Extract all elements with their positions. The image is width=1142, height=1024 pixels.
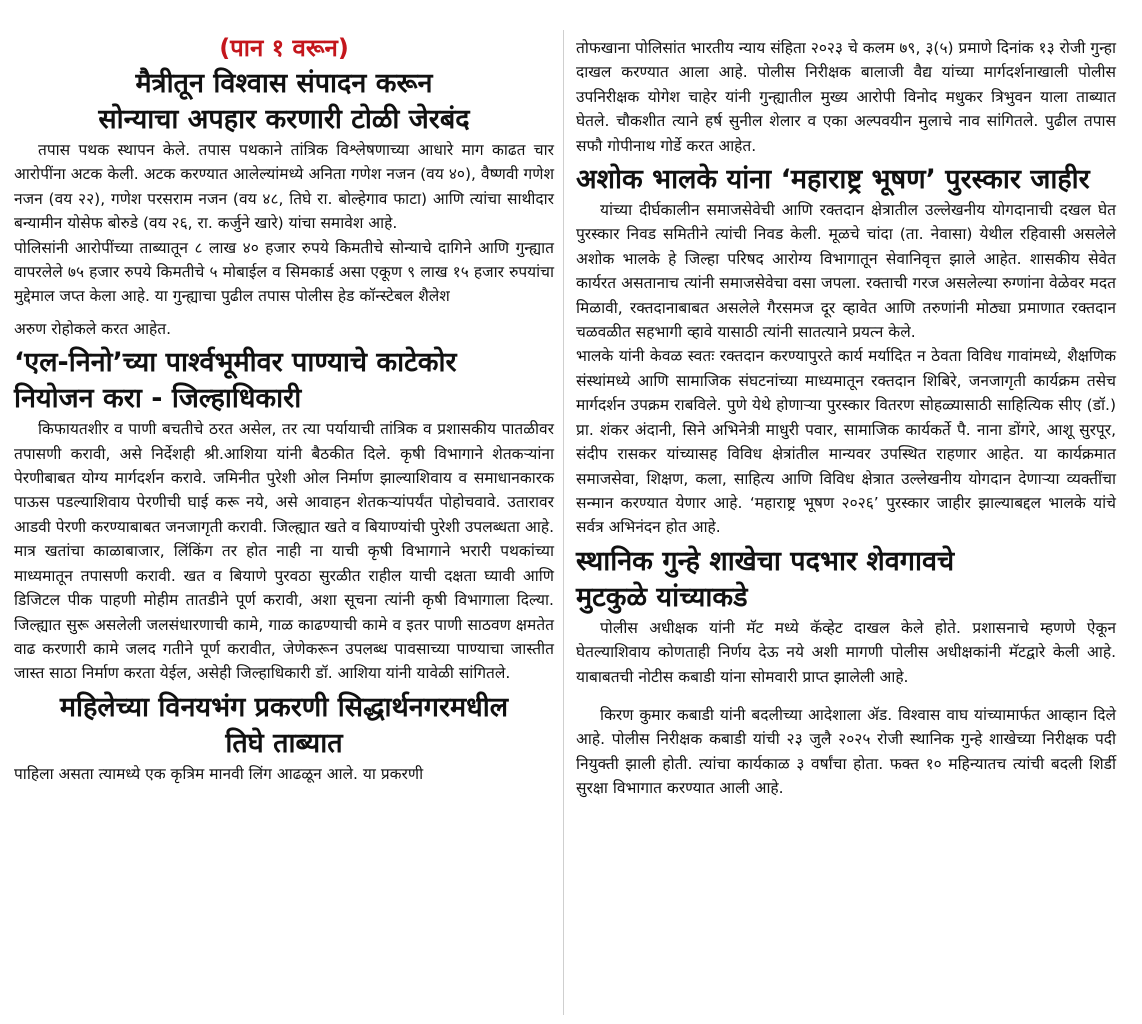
ashok-bhalke-award-story (576, 162, 1116, 540)
el-nino-paragraph-1: किफायतशीर व पाणी बचतीचे ठरत असेल, तर त्या पर्यायाची तांत्रिक व प्रशासकीय पातळीवर तपासणी करावी, असे निर्देशही श्री.आशिया यांनी बैठकीत दिले. कृषी विभागाने शेतकऱ्यांना पेरणीबाबत योग्य मार्गदर्शन करावे. जमिनीत पुरेशी ओल निर्माण झाल्याशिवाय व समाधानकारक पाऊस पडल्याशिवाय पेरणीची घाई करू नये, असे आवाहन शेतकऱ्यांपर्यंत पोहोचवावे. उतारावर आडवी पेरणी करण्याबाबत जनजागृती करावी. जिल्ह्यात खते व बियाण्यांची पुरेशी उपलब्धता आहे. मात्र खतांचा काळाबाजार, लिंकिंग तर होत नाही ना याची कृषी विभागाने भरारी पथकांच्या माध्यमातून तपासणी करावी. खत व बियाणे पुरवठा सुरळीत राहील याची दक्षता घ्यावी आणि डिजिटल पीक पाहणी मोहीम तातडीने पूर्ण करावी, अशा सूचना त्यांनी कृषी विभागाला दिल्या. जिल्ह्यात सुरू असलेली जलसंधारणाची कामे, गाळ काढण्याची कामे व इतर पाणी साठवण क्षमतेत वाढ करणारी कामे जलद गतीने पूर्ण करावीत, जेणेकरून उपलब्ध पावसाच्या पाण्याचा जास्तीत जास्त साठा निर्माण करता येईल, असेही जिल्हाधिकारी डॉ. आशिया यांनी यावेळी सांगितले. (14, 420, 554, 683)
gold-theft-paragraph-3: अरुण रोहोकले करत आहेत. (14, 319, 172, 338)
lcb-headline-line-1: स्थानिक गुन्हे शाखेचा पदभार शेवगावचे (576, 545, 955, 577)
el-nino-headline-line-2: नियोजन करा - जिल्हाधिकारी (14, 383, 302, 415)
molestation-case-story (14, 690, 554, 786)
gold-theft-paragraph-1: तपास पथक स्थापन केले. तपास पथकाने तांत्रिक विश्लेषणाच्या आधारे माग काढत चार आरोपींना अटक केली. अटक करण्यात आलेल्यांमध्ये अनिता गणेश नजन (वय ४०), वैष्णवी गणेश नजन (वय २२), गणेश परसराम नजन (वय ४८, तिघे रा. बोल्हेगाव फाटा) आणि त्यांचा साथीदार बन्यामीन योसेफ बोरुडे (वय २६, रा. कर्जुने खारे) यांचा समावेश आहे. (14, 141, 554, 233)
lcb-paragraph-2: किरण कुमार कबाडी यांनी बदलीच्या आदेशाला ॲड. विश्वास वाघ यांच्यामार्फत आव्हान दिले आहे. पोलीस निरीक्षक कबाडी यांची २३ जुलै २०२५ रोजी स्थानिक गुन्हे शाखेच्या निरीक्षक पदी नियुक्ती झाली होती. त्यांचा कार्यकाळ ३ वर्षांचा होता. फक्त १० महिन्यातच त्यांची बदली शिर्डी सुरक्षा विभागात करण्यात आली आहे. (576, 705, 1116, 798)
molestation-headline-line-2: तिघे ताब्यात (225, 727, 343, 759)
column-divider (563, 30, 564, 1015)
molestation-paragraph-1: पाहिला असता त्यामध्ये एक कृत्रिम मानवी लिंग आढळून आले. या प्रकरणी (14, 764, 424, 783)
lcb-headline-line-2: मुटकुळे यांच्याकडे (576, 581, 748, 613)
gold-theft-story (14, 34, 554, 341)
case-registered-paragraph: तोफखाना पोलिसांत भारतीय न्याय संहिता २०२३ चे कलम ७९, ३(५) प्रमाणे दिनांक १३ रोजी गुन्हा दाखल करण्यात आला आहे. पोलीस निरीक्षक बालाजी वैद्य यांच्या मार्गदर्शनाखाली पोलीस उपनिरीक्षक योगेश चाहेर यांनी गुन्ह्यातील मुख्य आरोपी विनोद मधुकर त्रिभुवन याला ताब्यात घेतले. चौकशीत त्याने हर्ष सुनील शेलार व एका अल्पवयीन मुलाचे नाव सांगितले. पुढील तपास सफौ गोपीनाथ गोर्डे करत आहेत. (576, 39, 1116, 155)
molestation-headline-line-1: महिलेच्या विनयभंग प्रकरणी सिद्धार्थनगरमधील (59, 691, 509, 723)
continued-from-page-1-kicker: (पान १ वरून) (219, 34, 349, 62)
gold-theft-continued (576, 36, 1116, 158)
lcb-paragraph-1: पोलीस अधीक्षक यांनी मॅट मध्ये कॅव्हेट दाखल केले होते. प्रशासनाचे म्हणणे ऐकून घेतल्याशिवाय कोणताही निर्णय देऊ नये अशी मागणी पोलीस अधीक्षकांनी मॅटद्वारे केली आहे. याबाबतची नोटीस कबाडी यांना सोमवारी प्राप्त झालेली आहे. (576, 618, 1116, 686)
lcb-charge-story (576, 544, 1116, 801)
right-column (576, 36, 1116, 801)
award-paragraph-2: भालके यांनी केवळ स्वतः रक्तदान करण्यापुरते कार्य मर्यादित न ठेवता विविध गावांमध्ये, शैक्षणिक संस्थांमध्ये आणि सामाजिक संघटनांच्या माध्यमातून रक्तदान शिबिरे, जनजागृती कार्यक्रम तसेच मार्गदर्शन उपक्रम राबविले. पुणे येथे होणाऱ्या पुरस्कार वितरण सोहळ्यासाठी साहित्यिक सीए (डॉ.) प्रा. शंकर अंदानी, सिने अभिनेत्री माधुरी पवार, सामाजिक कार्यकर्ते पै. नाना डोंगरे, आशू सुरपूर, संदीप रासकर यांच्यासह विविध क्षेत्रांतील मान्यवर उपस्थित राहणार आहेत. या कार्यक्रमात समाजसेवा, शिक्षण, कला, साहित्य आणि विविध क्षेत्रात उल्लेखनीय योगदान देणाऱ्या व्यक्तींचा सन्मान करण्यात येणार आहे. ‘महाराष्ट्र भूषण २०२६’ पुरस्कार जाहीर झाल्याबद्दल भालके यांचे सर्वत्र अभिनंदन होत आहे. (576, 347, 1116, 537)
left-column (14, 34, 554, 786)
gold-theft-paragraph-2: पोलिसांनी आरोपींच्या ताब्यातून ८ लाख ४० हजार रुपये किमतीचे सोन्याचे दागिने आणि गुन्ह्यात वापरलेले ७५ हजार रुपये किमतीचे ५ मोबाईल व सिमकार्ड असा एकूण ९ लाख १५ हजार रुपयांचा मुद्देमाल जप्त केला आहे. या गुन्ह्याचा पुढील तपास पोलीस हेड कॉन्स्टेबल शैलेश (14, 238, 554, 306)
el-nino-story (14, 345, 554, 685)
gold-theft-headline-line-2: सोन्याचा अपहार करणारी टोळी जेरबंद (98, 104, 470, 135)
award-headline: अशोक भालके यांना ‘महाराष्ट्र भूषण’ पुरस्कार जाहीर (576, 164, 1090, 196)
gold-theft-headline-line-1: मैत्रीतून विश्वास संपादन करून (135, 68, 433, 99)
el-nino-headline-line-1: ‘एल-निनो’च्या पार्श्वभूमीवर पाण्याचे काटेकोर (14, 347, 457, 379)
award-paragraph-1: यांच्या दीर्घकालीन समाजसेवेची आणि रक्तदान क्षेत्रातील उल्लेखनीय योगदानाची दखल घेत पुरस्कार निवड समितीने त्यांची निवड केली. मूळचे चांदा (ता. नेवासा) येथील रहिवासी असलेले अशोक भालके हे जिल्हा परिषद आरोग्य विभागातून सेवानिवृत्त झाले आहेत. शासकीय सेवेत कार्यरत असतानाच त्यांनी समाजसेवेचा वसा जपला. रक्ताची गरज असलेल्या रुग्णांना वेळेवर मदत मिळावी, रक्तदानाबाबत असलेले गैरसमज दूर व्हावेत आणि तरुणांनी मोठ्या प्रमाणात रक्तदान चळवळीत सहभागी व्हावे यासाठी त्यांनी सातत्याने प्रयत्न केले. (576, 201, 1116, 342)
